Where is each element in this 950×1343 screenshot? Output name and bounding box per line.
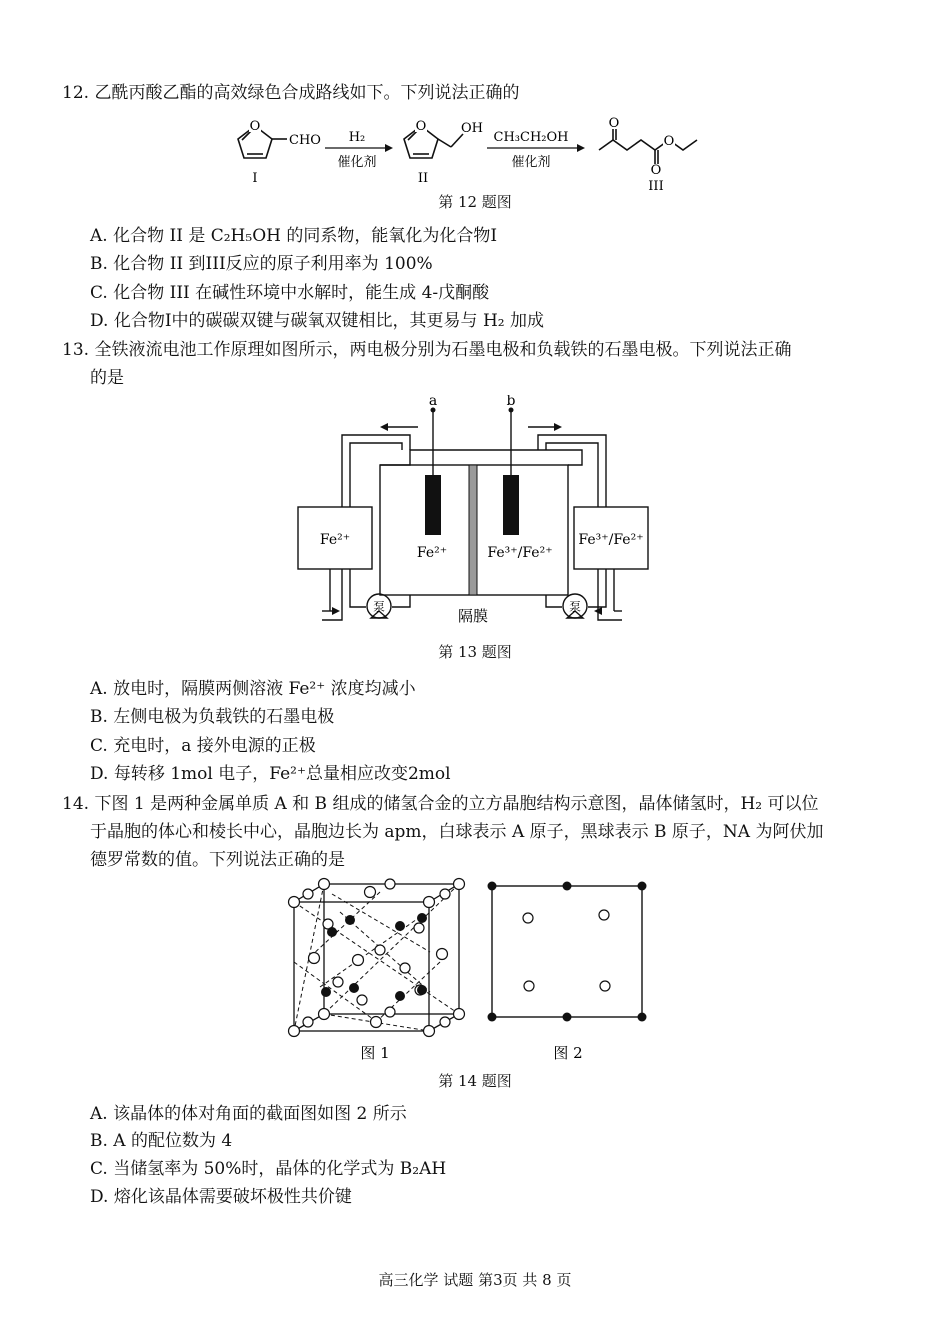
fig2-section bbox=[492, 886, 642, 1017]
q12-reaction-scheme bbox=[225, 112, 725, 194]
tank-left-label: Fe²⁺ bbox=[319, 532, 351, 548]
cell-left-label: Fe²⁺ bbox=[416, 545, 448, 561]
label-II: II bbox=[417, 171, 429, 186]
pump-right-label: 泵 bbox=[568, 600, 582, 614]
cell-right-label: Fe³⁺/Fe²⁺ bbox=[487, 545, 553, 561]
oh-label: OH bbox=[461, 121, 483, 136]
electrode-b bbox=[503, 475, 519, 535]
q13-option-c: C. 充电时，a 接外电源的正极 bbox=[90, 736, 316, 756]
q13-battery-diagram bbox=[292, 395, 662, 630]
furan-o-2: O bbox=[415, 119, 427, 134]
q12-option-d: D. 化合物I中的碳碳双键与碳氧双键相比，其更易与 H₂ 加成 bbox=[90, 311, 544, 331]
q12-option-a: A. 化合物 II 是 C₂H₅OH 的同系物，能氧化为化合物I bbox=[90, 226, 498, 246]
label-I: I bbox=[252, 171, 258, 186]
q14-stem-line2: 于晶胞的体心和棱长中心，晶胞边长为 apm，白球表示 A 原子，黑球表示 B 原子，NA 为阿伏加 bbox=[90, 822, 824, 842]
q14-caption: 第 14 题图 bbox=[438, 1072, 512, 1090]
q12-option-c: C. 化合物 III 在碱性环境中水解时，能生成 4-戊酮酸 bbox=[90, 283, 490, 303]
terminal-a-label: a bbox=[428, 395, 438, 409]
membrane bbox=[469, 465, 477, 595]
ester-o: O bbox=[663, 134, 675, 149]
q12-option-b: B. 化合物 II 到III反应的原子利用率为 100% bbox=[90, 254, 433, 274]
q13-option-d: D. 每转移 1mol 电子，Fe²⁺总量相应改变2mol bbox=[90, 764, 451, 784]
fig2-label: 图 2 bbox=[553, 1044, 583, 1062]
label-III: III bbox=[648, 179, 664, 194]
q13-option-a: A. 放电时，隔膜两侧溶液 Fe²⁺ 浓度均减小 bbox=[90, 679, 416, 699]
q14-option-c: C. 当储氢率为 50%时，晶体的化学式为 B₂AH bbox=[90, 1159, 447, 1179]
reagent-ethanol: CH₃CH₂OH bbox=[493, 130, 569, 145]
compound-I bbox=[238, 126, 287, 158]
q12-caption: 第 12 题图 bbox=[438, 193, 512, 211]
q14-stem-line1: 14. 下图 1 是两种金属单质 A 和 B 组成的储氢合金的立方晶胞结构示意图，晶体储氢时，H₂ 可以位 bbox=[62, 794, 819, 814]
cho-label: CHO bbox=[289, 133, 321, 148]
terminal-b-label: b bbox=[506, 395, 516, 409]
furan-o-1: O bbox=[249, 119, 261, 134]
compound-III bbox=[599, 127, 697, 164]
fig1-label: 图 1 bbox=[360, 1044, 390, 1062]
catalyst-1: 催化剂 bbox=[337, 155, 377, 170]
compound-II bbox=[404, 126, 463, 158]
pump-left-label: 泵 bbox=[372, 600, 386, 614]
q13-option-b: B. 左侧电极为负载铁的石墨电极 bbox=[90, 707, 335, 727]
membrane-label: 隔膜 bbox=[457, 607, 489, 625]
q14-stem-line3: 德罗常数的值。下列说法正确的是 bbox=[90, 850, 345, 870]
carbonyl-o: O bbox=[650, 163, 662, 178]
catalyst-2: 催化剂 bbox=[511, 155, 551, 170]
reagent-h2: H₂ bbox=[348, 130, 366, 145]
electrode-a bbox=[425, 475, 441, 535]
q14-option-a: A. 该晶体的体对角面的截面图如图 2 所示 bbox=[90, 1104, 407, 1124]
ketone-o: O bbox=[608, 116, 620, 131]
q14-option-d: D. 熔化该晶体需要破坏极性共价键 bbox=[90, 1187, 352, 1207]
q14-option-b: B. A 的配位数为 4 bbox=[90, 1131, 233, 1151]
page-footer: 高三化学 试题 第3页 共 8 页 bbox=[378, 1271, 572, 1289]
q14-figures bbox=[280, 872, 665, 1062]
q12-stem: 12. 乙酰丙酸乙酯的高效绿色合成路线如下。下列说法正确的 bbox=[62, 83, 520, 103]
q13-stem-line2: 的是 bbox=[90, 368, 124, 388]
q13-caption: 第 13 题图 bbox=[438, 643, 512, 661]
q13-stem-line1: 13. 全铁液流电池工作原理如图所示，两电极分别为石墨电极和负载铁的石墨电极。下列说法正确 bbox=[62, 340, 792, 360]
tank-right-label: Fe³⁺/Fe²⁺ bbox=[578, 532, 644, 548]
